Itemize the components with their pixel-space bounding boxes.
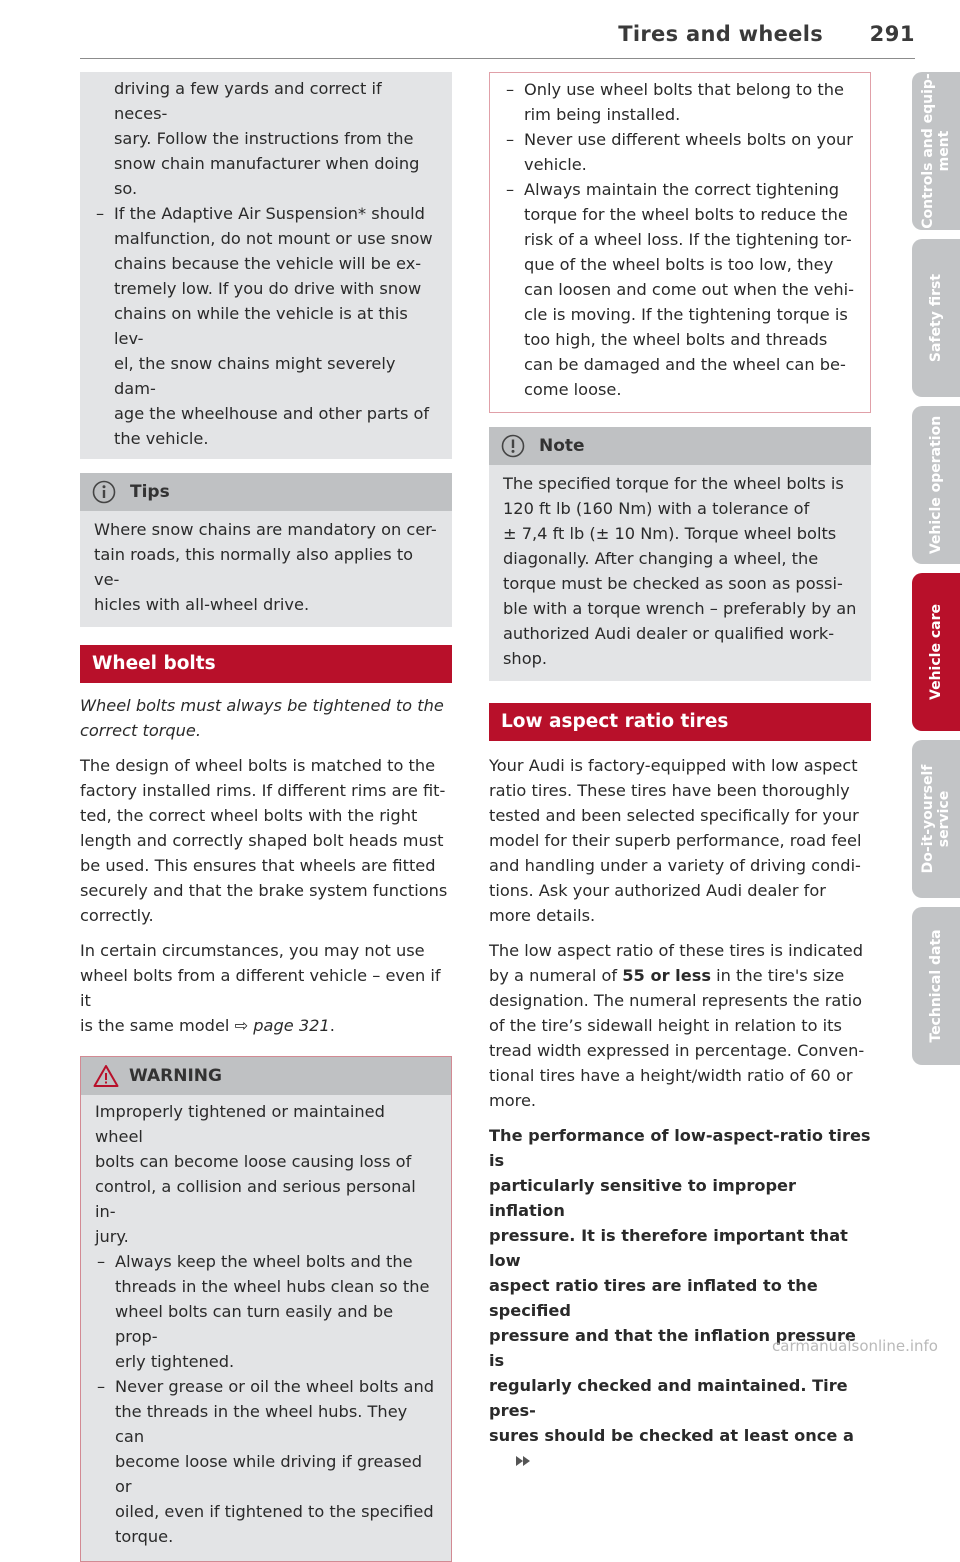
text-line	[489, 963, 871, 988]
text-line: be used. This ensures that wheels are fitted	[80, 856, 436, 875]
note-body	[489, 465, 871, 681]
snow-chain-bullets	[94, 201, 438, 451]
low-aspect-bold-paragraph	[489, 1123, 871, 1474]
text-line: authorized Audi dealer or qualified work-	[503, 624, 835, 643]
warning-continuation	[489, 72, 871, 413]
text-line: wheel bolts can turn easily and be prop-	[115, 1302, 394, 1346]
text-line: can be damaged and the wheel can be-	[524, 355, 846, 374]
text-line: risk of a wheel loss. If the tightening tor-	[524, 230, 852, 249]
info-icon	[92, 480, 116, 504]
exclamation-circle-icon	[501, 434, 525, 458]
text-line: malfunction, do not mount or use snow	[114, 229, 433, 248]
text-line: oiled, even if tightened to the specified	[115, 1502, 434, 1521]
text-line: can loosen and come out when the vehi-	[524, 280, 854, 299]
tips-callout	[80, 473, 452, 627]
text-line: el, the snow chains might severely dam-	[114, 354, 396, 398]
emphasis-text: 55 or less	[622, 966, 711, 985]
note-header	[489, 427, 871, 465]
text-line: torque for the wheel bolts to reduce the	[524, 205, 848, 224]
text-line: and handling under a variety of driving condi-	[489, 856, 861, 875]
text-line: ratio tires. These tires have been thoroughly	[489, 781, 850, 800]
text-line: The low aspect ratio of these tires is indicated	[489, 941, 864, 960]
section-heading-low-aspect-ratio-tires: Low aspect ratio tires	[489, 703, 871, 741]
text-line: shop.	[503, 649, 548, 668]
header-section-title: Tires and wheels	[618, 22, 823, 46]
text-line: threads in the wheel hubs clean so the	[115, 1277, 430, 1296]
tab-safety-first[interactable]	[912, 239, 960, 397]
left-column	[80, 72, 452, 1562]
warning-callout	[80, 1056, 452, 1562]
text-line: factory installed rims. If different rims are fit-	[80, 781, 446, 800]
text-line: particularly sensitive to improper inflation	[489, 1176, 797, 1220]
text-line: Wheel bolts must always be tightened to the	[80, 696, 444, 715]
text-line: control, a collision and serious personal in-	[95, 1177, 416, 1221]
page-reference-link[interactable]: ⇨ page 321	[234, 1016, 330, 1035]
text-line: chains because the vehicle will be ex-	[114, 254, 422, 273]
continue-arrow-icon	[515, 1449, 531, 1474]
text-line: pressure. It is therefore important that low	[489, 1226, 848, 1270]
text-line: – Never use different wheels bolts on your	[524, 130, 853, 149]
text-line: 120 ft lb (160 Nm) with a tolerance of	[503, 499, 810, 518]
text-line: model for their superb performance, road feel	[489, 831, 862, 850]
tab-label: Vehicle care	[928, 604, 944, 700]
section-heading-wheel-bolts: Wheel bolts	[80, 645, 452, 683]
tab-label: Technical data	[928, 929, 944, 1043]
text-line: pressure and that the inflation pressure is	[489, 1326, 856, 1370]
text-line: driving a few yards and correct if neces-	[114, 79, 382, 123]
text-line: Where snow chains are mandatory on cer-	[94, 520, 437, 539]
text-line: que of the wheel bolts is too low, they	[524, 255, 834, 274]
text-fragment: is the same model	[80, 1016, 235, 1035]
text-line: – If the Adaptive Air Suspension* should	[114, 204, 425, 223]
text-line: tested and been selected specifically for your	[489, 806, 859, 825]
text-line: the threads in the wheel hubs. They can	[115, 1402, 408, 1446]
text-line: come loose.	[524, 380, 622, 399]
text-line: designation. The numeral represents the ratio	[489, 991, 863, 1010]
text-line: torque.	[115, 1527, 174, 1546]
tips-header	[80, 473, 452, 511]
text-fragment: .	[329, 1016, 335, 1035]
text-line: Your Audi is factory-equipped with low aspect	[489, 756, 858, 775]
text-line: torque must be checked as soon as possi-	[503, 574, 843, 593]
text-line: more details.	[489, 906, 596, 925]
text-line: The design of wheel bolts is matched to the	[80, 756, 436, 775]
text-fragment: by a numeral of	[489, 966, 623, 985]
list-item	[504, 127, 856, 177]
page-number: 291	[869, 22, 915, 46]
header-rule	[80, 58, 915, 59]
warning-triangle-icon	[93, 1064, 119, 1088]
warning-header	[81, 1057, 451, 1095]
text-line: regularly checked and maintained. Tire pres-	[489, 1376, 848, 1420]
wheel-bolts-subtitle	[80, 693, 452, 743]
text-line: more.	[489, 1091, 537, 1110]
text-line: snow chain manufacturer when doing so.	[114, 154, 420, 198]
tab-label: Safety first	[928, 273, 944, 363]
text-line	[80, 1013, 452, 1038]
tab-label: Vehicle operation	[928, 415, 944, 555]
text-line: chains on while the vehicle is at this lev-	[114, 304, 408, 348]
text-line: sary. Follow the instructions from the	[114, 129, 414, 148]
text-fragment: in the tire's size	[710, 966, 845, 985]
text-line: correct torque.	[80, 721, 202, 740]
text-line: securely and that the brake system functions	[80, 881, 448, 900]
warning-bullets	[95, 1249, 437, 1549]
text-line: – Always keep the wheel bolts and the	[115, 1252, 413, 1271]
right-column	[489, 72, 871, 1474]
note-callout	[489, 427, 871, 681]
text-line: tional tires have a height/width ratio of 60 or	[489, 1066, 853, 1085]
text-line: – Never grease or oil the wheel bolts and	[115, 1377, 434, 1396]
tab-vehicle-operation[interactable]	[912, 406, 960, 564]
low-aspect-paragraph-1	[489, 753, 871, 928]
text-line	[489, 1423, 871, 1474]
text-line: age the wheelhouse and other parts of	[114, 404, 430, 423]
tab-label: Controls and equip- ment	[920, 73, 952, 229]
tab-label: Do-it-yourself service	[920, 764, 952, 874]
text-line: ± 7,4 ft lb (± 10 Nm). Torque wheel bolts	[503, 524, 837, 543]
warning-body	[81, 1095, 451, 1561]
text-line: cle is moving. If the tightening torque is	[524, 305, 848, 324]
text-line: tremely low. If you do drive with snow	[114, 279, 422, 298]
text-line: The specified torque for the wheel bolts is	[503, 474, 844, 493]
text-line: correctly.	[80, 906, 154, 925]
text-line: rim being installed.	[524, 105, 681, 124]
text-line: become loose while driving if greased or	[115, 1452, 423, 1496]
text-line: ble with a torque wrench – preferably by an	[503, 599, 857, 618]
running-header	[80, 18, 915, 54]
text-line: tions. Ask your authorized Audi dealer for	[489, 881, 826, 900]
low-aspect-paragraph-2	[489, 938, 871, 1113]
text-line: vehicle.	[524, 155, 587, 174]
warning-title: WARNING	[129, 1065, 222, 1086]
text-line: length and correctly shaped bolt heads must	[80, 831, 444, 850]
text-line: erly tightened.	[115, 1352, 235, 1371]
text-line: the vehicle.	[114, 429, 209, 448]
tab-technical-data[interactable]	[912, 907, 960, 1065]
note-title: Note	[539, 436, 585, 456]
text-line: of the tire’s sidewall height in relation to its	[489, 1016, 842, 1035]
text-line: Improperly tightened or maintained wheel	[95, 1102, 385, 1146]
text-line: too high, the wheel bolts and threads	[524, 330, 828, 349]
list-item	[95, 1374, 437, 1549]
continuation-text	[94, 76, 438, 201]
warning-continued-bullets	[504, 77, 856, 402]
text-line: – Always maintain the correct tightening	[524, 180, 840, 199]
watermark: carmanualsonline.info	[772, 1337, 938, 1355]
text-line: diagonally. After changing a wheel, the	[503, 549, 819, 568]
text-line: aspect ratio tires are inflated to the specified	[489, 1276, 818, 1320]
text-line: – Only use wheel bolts that belong to the	[524, 80, 844, 99]
tab-do-it-yourself-service[interactable]	[912, 740, 960, 898]
tab-controls-and-equipment[interactable]	[912, 72, 960, 230]
text-line: jury.	[95, 1227, 129, 1246]
text-line: tread width expressed in percentage. Conven-	[489, 1041, 865, 1060]
text-line: The performance of low-aspect-ratio tires is	[489, 1126, 871, 1170]
text-line: bolts can become loose causing loss of	[95, 1152, 412, 1171]
text-line: hicles with all-wheel drive.	[94, 595, 310, 614]
wheel-bolts-paragraph-1	[80, 753, 452, 928]
list-item	[504, 177, 856, 402]
text-fragment: sures should be checked at least once a	[489, 1426, 854, 1445]
wheel-bolts-paragraph-2	[80, 938, 452, 1038]
text-line: In certain circumstances, you may not use	[80, 941, 425, 960]
list-item	[94, 201, 438, 451]
text-line: ted, the correct wheel bolts with the right	[80, 806, 418, 825]
list-item	[504, 77, 856, 127]
text-line: tain roads, this normally also applies to ve-	[94, 545, 414, 589]
tips-body	[80, 511, 452, 627]
text-line: wheel bolts from a different vehicle – even if it	[80, 966, 441, 1010]
list-item	[95, 1249, 437, 1374]
tab-vehicle-care[interactable]	[912, 573, 960, 731]
snow-chain-continuation	[80, 72, 452, 459]
tips-title: Tips	[130, 482, 170, 502]
